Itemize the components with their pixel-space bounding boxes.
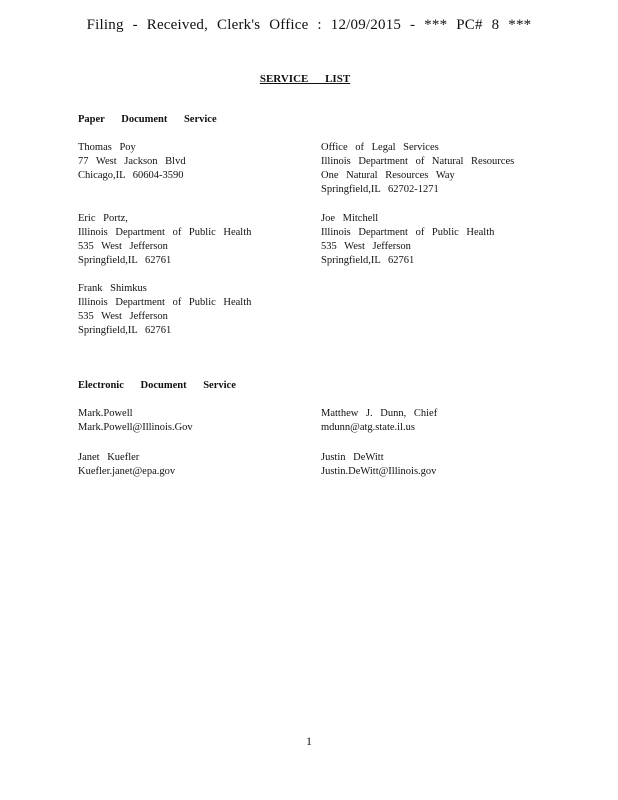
- entry-line: Springfield,IL 62761: [78, 255, 172, 266]
- email-address: Justin.DeWitt@Illinois.gov: [321, 466, 437, 477]
- service-entry-janet-kuefler: [78, 451, 175, 479]
- service-entry-frank-shimkus: [78, 282, 251, 338]
- entry-line: Eric Portz,: [78, 213, 128, 224]
- entry-line: 535 West Jefferson: [78, 311, 168, 322]
- service-entry-justin-dewitt: [321, 451, 436, 479]
- entry-line: Mark.Powell: [78, 408, 133, 419]
- entry-line: 535 West Jefferson: [78, 241, 168, 252]
- entry-line: One Natural Resources Way: [321, 170, 455, 181]
- service-entry-matthew-dunn: [321, 407, 437, 435]
- service-entry-eric-portz: [78, 212, 251, 268]
- filing-stamp: Filing - Received, Clerk's Office : 12/09/2015 - *** PC# 8 ***: [86, 17, 532, 33]
- entry-line: Illinois Department of Public Health: [78, 227, 252, 238]
- entry-line: Thomas Poy: [78, 142, 136, 153]
- entry-line: 535 West Jefferson: [321, 241, 411, 252]
- paper-service-heading: Paper Document Service: [78, 114, 217, 125]
- entry-line: Matthew J. Dunn, Chief: [321, 408, 438, 419]
- email-address: mdunn@atg.state.il.us: [321, 422, 415, 433]
- entry-line: Springfield,IL 62761: [321, 255, 415, 266]
- entry-line: Justin DeWitt: [321, 452, 384, 463]
- entry-line: Illinois Department of Public Health: [321, 227, 495, 238]
- service-entry-thomas-poy: [78, 141, 186, 183]
- entry-line: Janet Kuefler: [78, 452, 140, 463]
- entry-line: Illinois Department of Natural Resources: [321, 156, 515, 167]
- electronic-service-heading: Electronic Document Service: [78, 380, 236, 391]
- service-list-title: SERVICE LIST: [259, 73, 351, 85]
- service-entry-office-legal-services: [321, 141, 514, 197]
- entry-line: Illinois Department of Public Health: [78, 297, 252, 308]
- entry-line: 77 West Jackson Blvd: [78, 156, 186, 167]
- page-title: [0, 73, 618, 85]
- entry-line: Frank Shimkus: [78, 283, 147, 294]
- page-number: 1: [306, 734, 312, 748]
- email-address: Kuefler.janet@epa.gov: [78, 466, 176, 477]
- entry-line: Springfield,IL 62761: [78, 325, 172, 336]
- service-entry-joe-mitchell: [321, 212, 494, 268]
- entry-line: Chicago,IL 60604-3590: [78, 170, 184, 181]
- email-address: Mark.Powell@Illinois.Gov: [78, 422, 193, 433]
- entry-line: Springfield,IL 62702-1271: [321, 184, 439, 195]
- entry-line: Joe Mitchell: [321, 213, 379, 224]
- entry-line: Office of Legal Services: [321, 142, 439, 153]
- service-entry-mark-powell: [78, 407, 193, 435]
